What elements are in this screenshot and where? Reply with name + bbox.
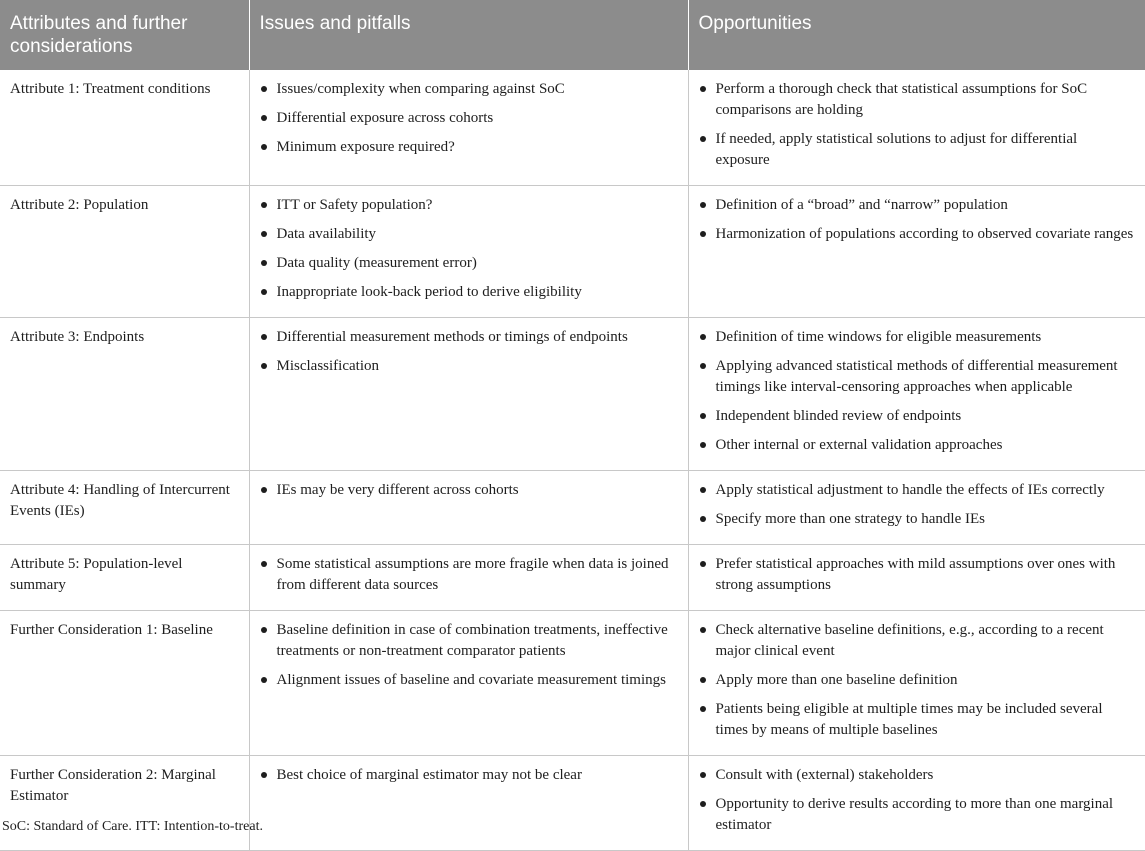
opportunity-item: Patients being eligible at multiple times may be included several times by means of multiple baselines bbox=[699, 699, 1136, 741]
table-row bbox=[0, 545, 1145, 611]
issues-cell bbox=[249, 318, 688, 471]
issues-list bbox=[260, 480, 678, 501]
opportunities-list bbox=[699, 327, 1136, 456]
header-attributes: Attributes and further considerations bbox=[0, 0, 249, 70]
opportunity-item: Apply more than one baseline definition bbox=[699, 670, 1136, 691]
issues-cell bbox=[249, 186, 688, 318]
opportunities-cell bbox=[688, 318, 1145, 471]
issue-item: Differential exposure across cohorts bbox=[260, 108, 678, 129]
issue-item: Data quality (measurement error) bbox=[260, 253, 678, 274]
opportunity-item: Opportunity to derive results according to more than one marginal estimator bbox=[699, 794, 1136, 836]
table-row bbox=[0, 471, 1145, 545]
opportunities-cell bbox=[688, 611, 1145, 756]
opportunity-item: Apply statistical adjustment to handle the effects of IEs correctly bbox=[699, 480, 1136, 501]
table-header bbox=[0, 0, 1145, 70]
opportunities-cell bbox=[688, 545, 1145, 611]
table-row bbox=[0, 70, 1145, 186]
issue-item: Minimum exposure required? bbox=[260, 137, 678, 158]
issue-item: Some statistical assumptions are more fragile when data is joined from different data sources bbox=[260, 554, 678, 596]
issues-cell bbox=[249, 611, 688, 756]
table-body bbox=[0, 70, 1145, 851]
issue-item: IEs may be very different across cohorts bbox=[260, 480, 678, 501]
issues-cell bbox=[249, 545, 688, 611]
issues-list bbox=[260, 554, 678, 596]
table-footnote: SoC: Standard of Care. ITT: Intention-to-treat. bbox=[2, 819, 263, 834]
opportunities-cell bbox=[688, 756, 1145, 851]
opportunity-item: Prefer statistical approaches with mild assumptions over ones with strong assumptions bbox=[699, 554, 1136, 596]
issues-list bbox=[260, 327, 678, 377]
opportunity-item: Harmonization of populations according to observed covariate ranges bbox=[699, 224, 1136, 245]
issues-cell bbox=[249, 471, 688, 545]
attribute-cell: Attribute 3: Endpoints bbox=[0, 318, 249, 471]
header-row bbox=[0, 0, 1145, 70]
opportunities-cell bbox=[688, 471, 1145, 545]
issue-item: Alignment issues of baseline and covariate measurement timings bbox=[260, 670, 678, 691]
issues-cell bbox=[249, 756, 688, 851]
attribute-cell: Attribute 2: Population bbox=[0, 186, 249, 318]
table-row bbox=[0, 318, 1145, 471]
issue-item: ITT or Safety population? bbox=[260, 195, 678, 216]
opportunity-item: Consult with (external) stakeholders bbox=[699, 765, 1136, 786]
issue-item: Issues/complexity when comparing against SoC bbox=[260, 79, 678, 100]
attribute-cell: Attribute 1: Treatment conditions bbox=[0, 70, 249, 186]
attribute-cell: Further Consideration 1: Baseline bbox=[0, 611, 249, 756]
header-opportunities: Opportunities bbox=[688, 0, 1145, 70]
table-row bbox=[0, 611, 1145, 756]
issue-item: Inappropriate look-back period to derive eligibility bbox=[260, 282, 678, 303]
issue-item: Differential measurement methods or timings of endpoints bbox=[260, 327, 678, 348]
opportunity-item: Definition of time windows for eligible measurements bbox=[699, 327, 1136, 348]
opportunities-list bbox=[699, 79, 1136, 171]
issues-cell bbox=[249, 70, 688, 186]
issue-item: Best choice of marginal estimator may not be clear bbox=[260, 765, 678, 786]
table-row bbox=[0, 186, 1145, 318]
issues-list bbox=[260, 195, 678, 303]
opportunity-item: Perform a thorough check that statistical assumptions for SoC comparisons are holding bbox=[699, 79, 1136, 121]
opportunities-list bbox=[699, 620, 1136, 741]
issue-item: Misclassification bbox=[260, 356, 678, 377]
issue-item: Data availability bbox=[260, 224, 678, 245]
attribute-cell: Further Consideration 2: Marginal Estimator bbox=[0, 756, 249, 851]
opportunities-list bbox=[699, 195, 1136, 245]
opportunity-item: Definition of a “broad” and “narrow” population bbox=[699, 195, 1136, 216]
opportunities-list bbox=[699, 765, 1136, 836]
opportunity-item: Check alternative baseline definitions, e.g., according to a recent major clinical event bbox=[699, 620, 1136, 662]
opportunities-list bbox=[699, 480, 1136, 530]
opportunity-item: Specify more than one strategy to handle IEs bbox=[699, 509, 1136, 530]
opportunity-item: Independent blinded review of endpoints bbox=[699, 406, 1136, 427]
opportunity-item: Other internal or external validation approaches bbox=[699, 435, 1136, 456]
attribute-cell: Attribute 5: Population-level summary bbox=[0, 545, 249, 611]
issues-list bbox=[260, 765, 678, 786]
opportunities-cell bbox=[688, 70, 1145, 186]
table-row bbox=[0, 756, 1145, 851]
opportunity-item: Applying advanced statistical methods of differential measurement timings like interval-censoring approaches when applicable bbox=[699, 356, 1136, 398]
opportunities-cell bbox=[688, 186, 1145, 318]
attribute-cell: Attribute 4: Handling of Intercurrent Events (IEs) bbox=[0, 471, 249, 545]
opportunities-list bbox=[699, 554, 1136, 596]
issue-item: Baseline definition in case of combination treatments, ineffective treatments or non-treatment comparator patients bbox=[260, 620, 678, 662]
issues-list bbox=[260, 79, 678, 158]
opportunity-item: If needed, apply statistical solutions to adjust for differential exposure bbox=[699, 129, 1136, 171]
header-issues: Issues and pitfalls bbox=[249, 0, 688, 70]
issues-list bbox=[260, 620, 678, 691]
